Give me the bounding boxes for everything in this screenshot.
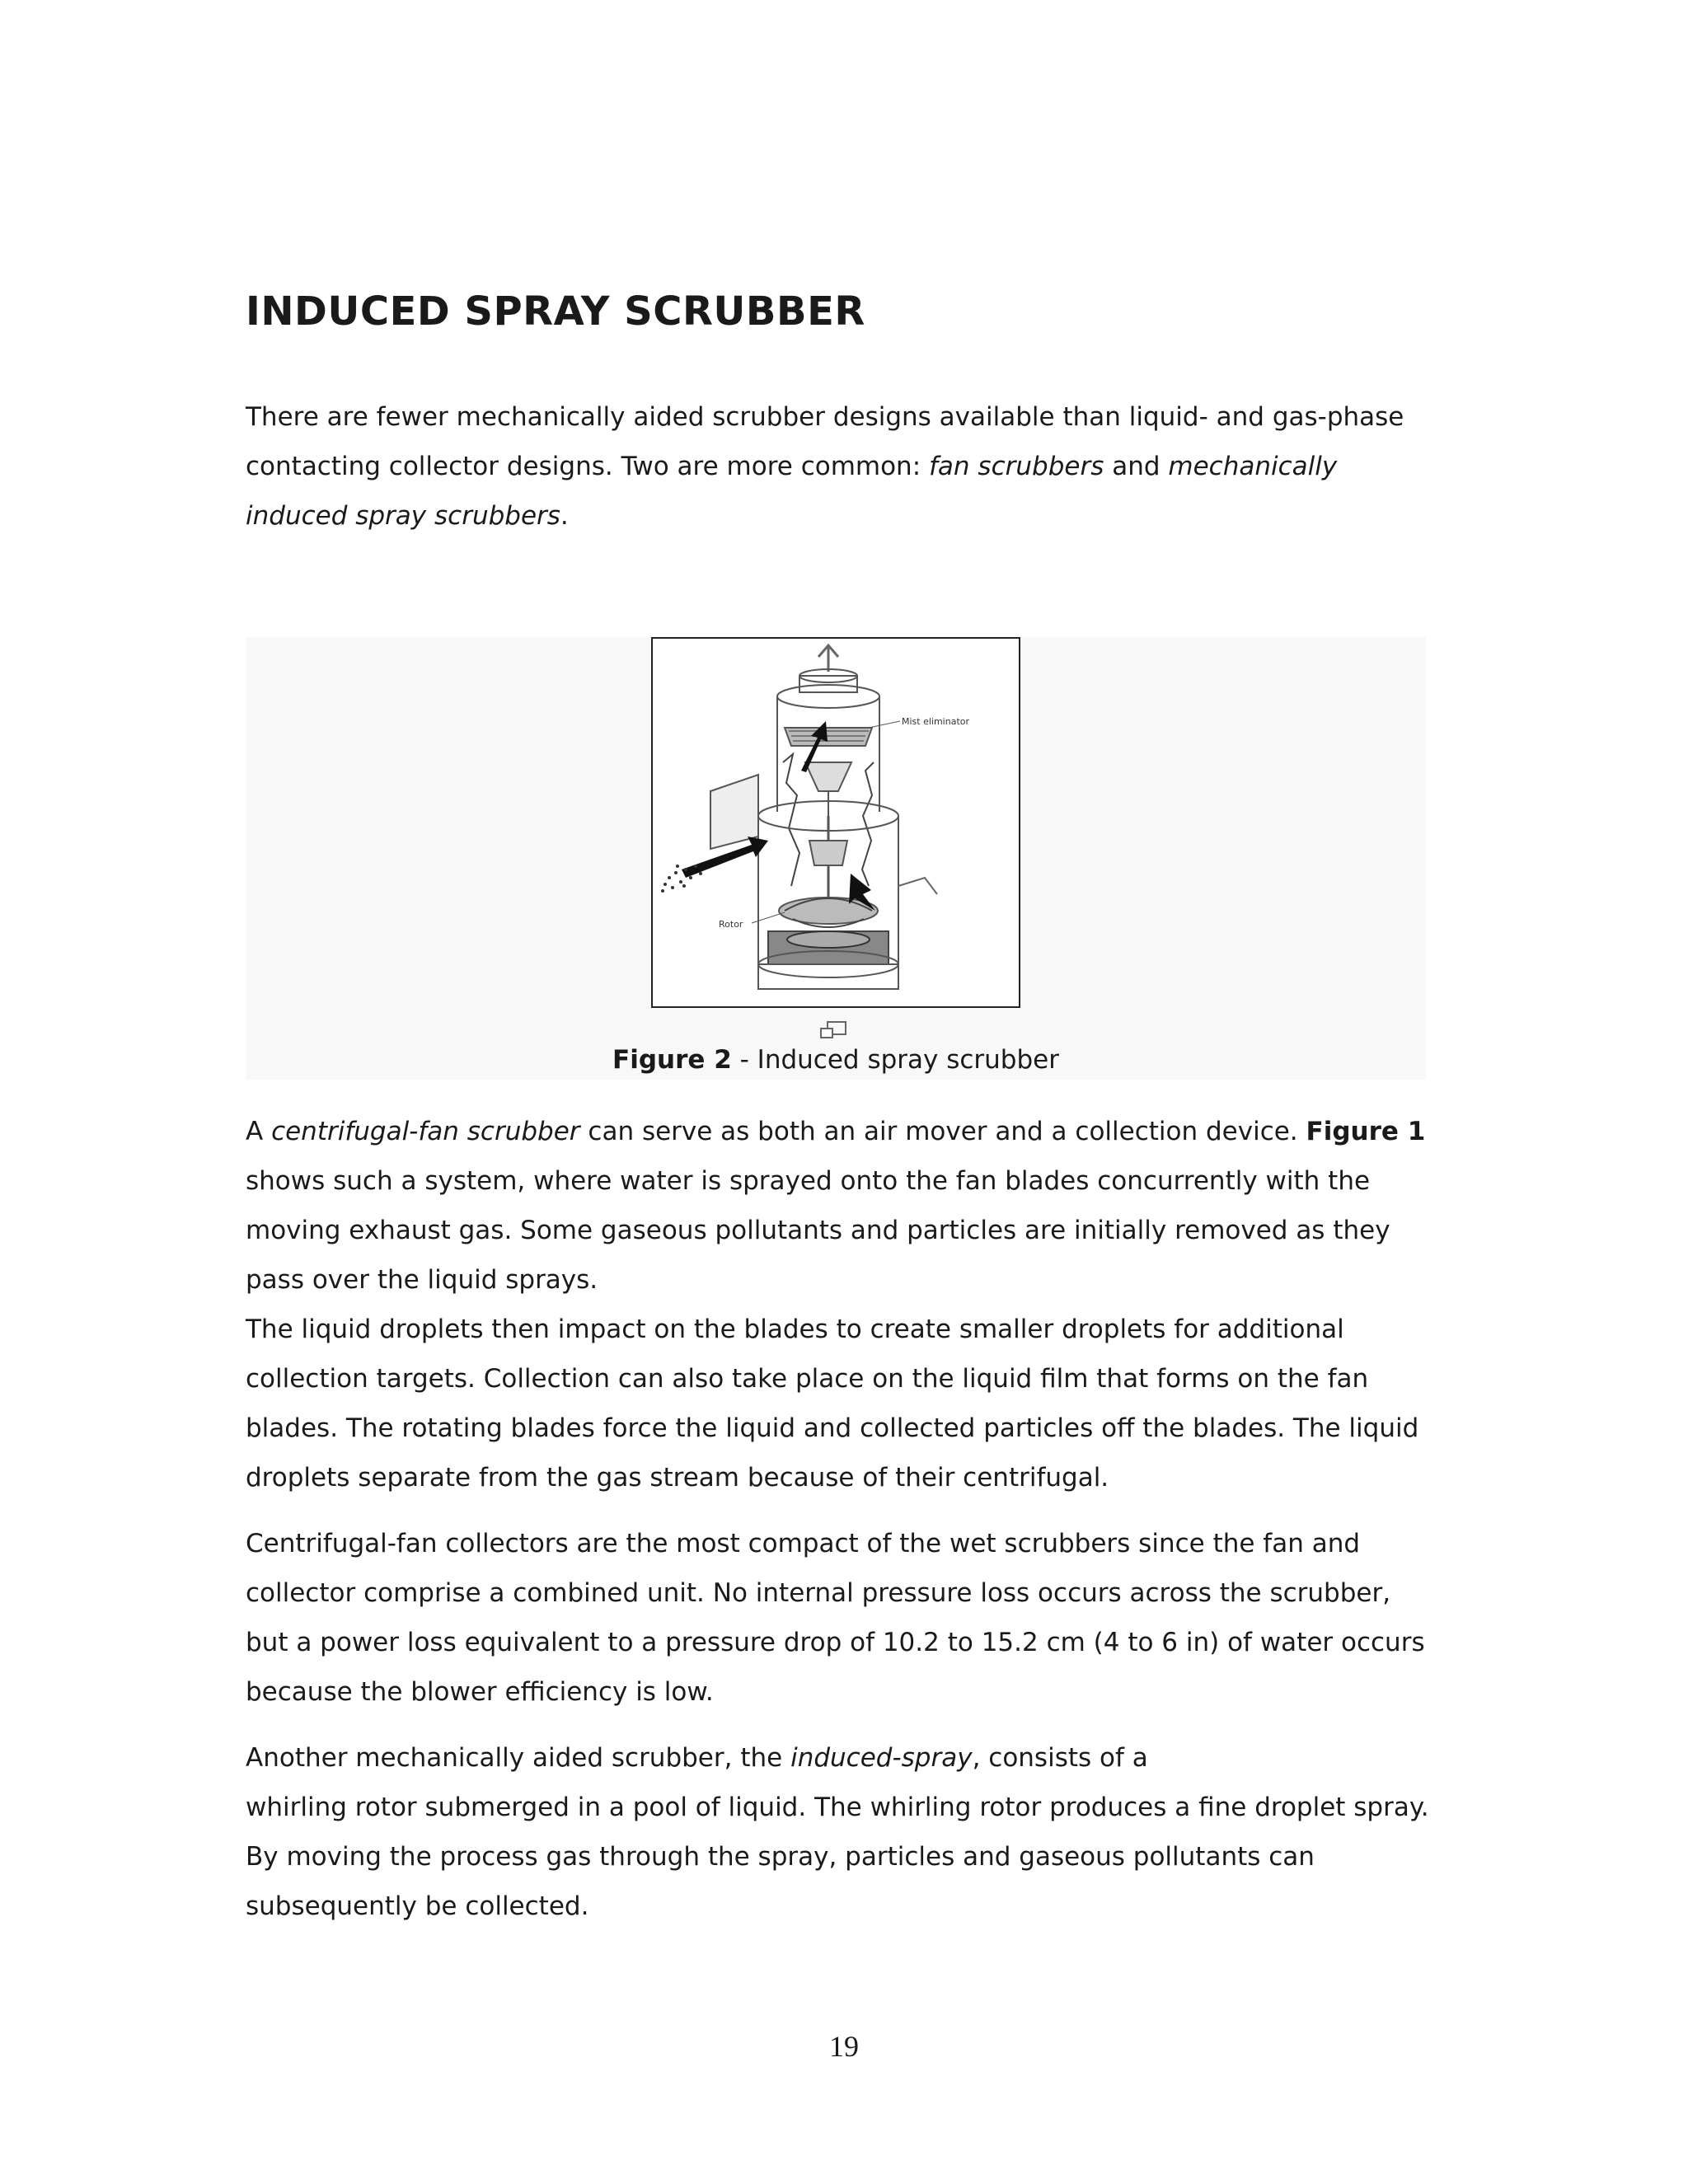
figure-container (246, 637, 1426, 1080)
section-heading: INDUCED SPRAY SCRUBBER (246, 288, 865, 335)
para4-text-3: whirling rotor submerged in a pool of liquid. The whirling rotor produces a fine droplet spray. By moving the process gas through the spray, particles and gaseous pollutants can subsequently be collected. (246, 1793, 1429, 1921)
para2-figure-reference: Figure 1 (1306, 1117, 1426, 1146)
para2-text-4: The liquid droplets then impact on the blades to create smaller droplets for additional collection targets. Collection can also take place on the liquid film that forms on the fan blades. The rotating blades force the liquid and collected particles off the blades. The liquid droplets separate from the gas stream because of their centrifugal. (246, 1315, 1419, 1493)
scrubber-illustration (653, 639, 1019, 1006)
mist-eliminator-label: Mist eliminator (902, 716, 970, 727)
rotor-label: Rotor (719, 919, 743, 930)
intro-text-1: There are fewer mechanically aided scrubber designs available than liquid- and gas-phase contacting collector designs. Two are more common: (246, 402, 1404, 481)
intro-text-2: and (1104, 452, 1169, 481)
caption-figure-number: Figure 2 (612, 1045, 732, 1075)
para2-text-3: shows such a system, where water is sprayed onto the fan blades concurrently with the moving exhaust gas. Some gaseous pollutants and particles are initially removed as they pass over the liquid sprays. (246, 1166, 1390, 1295)
page-number: 19 (829, 2030, 859, 2063)
centrifugal-fan-paragraph (246, 1107, 1441, 1502)
caption-text: - Induced spray scrubber (731, 1045, 1059, 1075)
enlarge-icon[interactable] (819, 1020, 847, 1040)
induced-spray-paragraph (246, 1733, 1441, 1931)
intro-emphasis-induced-spray: mechanically induced spray scrubbers (246, 452, 1338, 531)
para4-text-1: Another mechanically aided scrubber, the (246, 1743, 791, 1773)
intro-emphasis-fan-scrubbers: fan scrubbers (929, 452, 1104, 481)
intro-paragraph (246, 392, 1441, 541)
para4-emphasis: induced-spray (790, 1743, 973, 1773)
scrubber-diagram (651, 637, 1020, 1008)
compact-collectors-paragraph: Centrifugal-fan collectors are the most compact of the wet scrubbers since the fan and collector comprise a combined unit. No internal pressure loss occurs across the scrubber, but a power loss equivalent to a pressure drop of 10.2 to 15.2 cm (4 to 6 in) of water occurs because the blower efficiency is low. (246, 1529, 1425, 1707)
para2-emphasis: centrifugal-fan scrubber (271, 1117, 580, 1146)
figure-caption (246, 1043, 1426, 1076)
para4-text-2: , consists of a (972, 1743, 1148, 1773)
intro-text-3: . (560, 501, 569, 531)
para2-text-1: A (246, 1117, 272, 1146)
para2-text-2: can serve as both an air mover and a collection device. (579, 1117, 1306, 1146)
